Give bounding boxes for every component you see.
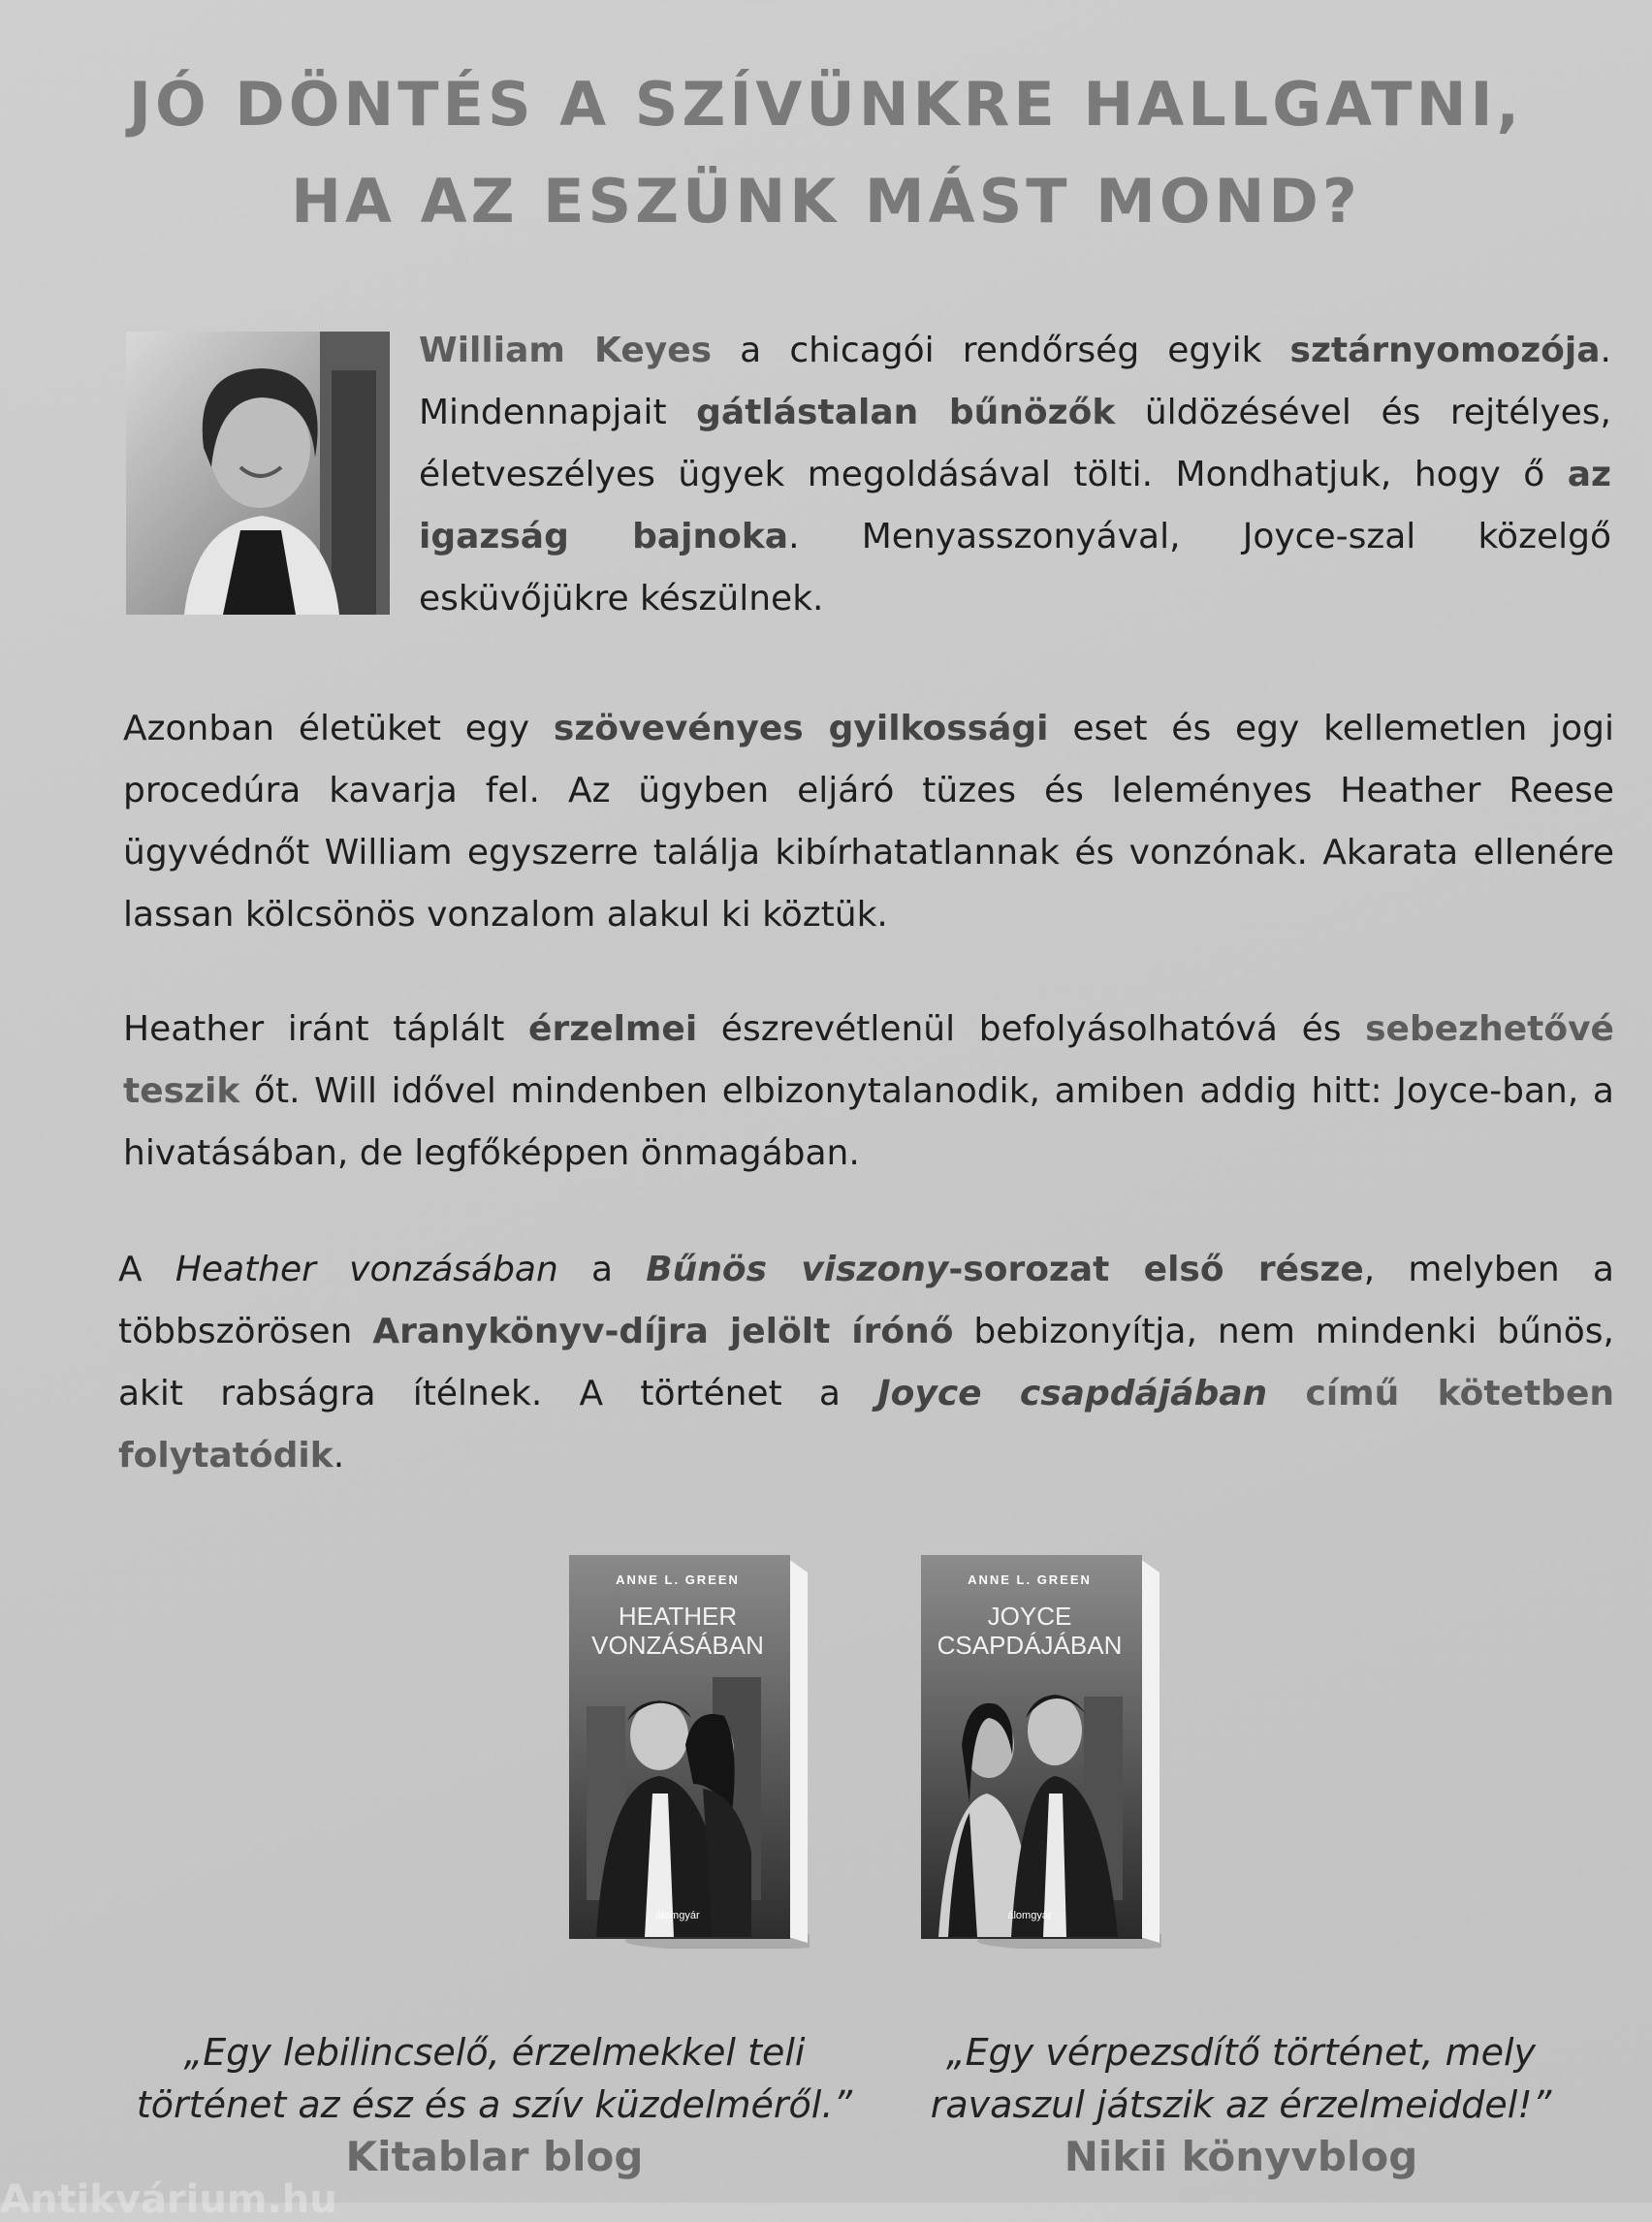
quote-line-1: „Egy lebilincselő, érzelmekkel teli <box>183 2031 806 2074</box>
text-span: bebizonyítja, nem mindenki bűnös, akit rabságra ítélnek. A történet a <box>118 1312 1614 1413</box>
headline <box>0 56 1652 250</box>
book-title-line-2: VONZÁSÁBAN <box>591 1631 764 1660</box>
paragraph-series <box>118 1239 1614 1487</box>
book-author: ANNE L. GREEN <box>968 1572 1092 1587</box>
text-span: a <box>557 1250 647 1289</box>
paragraph-plot <box>123 698 1614 946</box>
text-span: . Mindennapjait <box>419 331 1611 432</box>
emphasis: sebezhetővé teszik <box>123 1009 1614 1111</box>
book-author: ANNE L. GREEN <box>616 1572 740 1587</box>
quote-line-2: történet az ész és a szív küzdelméről.” <box>136 2083 853 2126</box>
book-title-line-1: JOYCE <box>987 1602 1072 1631</box>
headline-line-1: JÓ DÖNTÉS A SZÍVÜNKRE HALLGATNI, <box>128 69 1524 140</box>
watermark: Antikvárium.hu <box>0 2177 337 2222</box>
paragraph-intro <box>419 320 1611 630</box>
author-portrait-image <box>126 332 390 615</box>
text-span: észrevétlenül befolyásolhatóvá és <box>697 1009 1366 1049</box>
emphasis: érzelmei <box>528 1009 698 1049</box>
review-quote-1 <box>97 2026 892 2131</box>
review-quote-2 <box>892 2026 1590 2131</box>
book-title-line-1: HEATHER <box>618 1602 738 1631</box>
quote-source-2: Nikii könyvblog <box>1064 2133 1418 2180</box>
text-span: A <box>118 1250 175 1289</box>
text-span: Heather iránt táplált <box>123 1009 529 1049</box>
sequel-title: Joyce csapdájában <box>877 1374 1268 1413</box>
emphasis: című kötetben folytatódik <box>118 1374 1614 1476</box>
paragraph-emotions <box>123 999 1614 1185</box>
publisher-logo: álomgyár <box>1007 1910 1052 1921</box>
text-span: Azonban életüket egy <box>123 709 554 748</box>
name-william-keyes: William Keyes <box>419 331 713 370</box>
emphasis: gátlástalan bűnözők <box>696 393 1116 432</box>
quote-source-1: Kitablar blog <box>345 2133 644 2180</box>
quote-line-2: ravaszul játszik az érzelmeiddel!” <box>930 2083 1552 2126</box>
author-photo <box>126 332 390 615</box>
quote-line-1: „Egy vérpezsdítő történet, mely <box>945 2031 1537 2074</box>
book-title-line-2: CSAPDÁJÁBAN <box>937 1631 1123 1660</box>
emphasis: szövevényes gyilkossági <box>553 709 1049 748</box>
emphasis: az igazság bajnoka <box>419 455 1611 556</box>
book-cover-heather <box>567 1551 810 1949</box>
emphasis: -sorozat első része <box>948 1250 1364 1289</box>
book-cover-joyce <box>919 1551 1161 1949</box>
series-title: Bűnös viszony <box>646 1250 949 1289</box>
text-span: üldözésével és rejtélyes, életveszélyes ügyek megoldásával tölti. Mondhatjuk, hogy ő <box>419 393 1612 494</box>
text-span: . Menyasszonyával, Joyce-szal közelgő esküvőjükre készülnek. <box>419 517 1611 619</box>
headline-line-2: HA AZ ESZÜNK MÁST MOND? <box>291 166 1361 237</box>
text-span: . <box>333 1436 345 1476</box>
text-span: a chicagói rendőrség egyik <box>712 331 1290 370</box>
publisher-logo: álomgyár <box>655 1910 700 1921</box>
emphasis: Aranykönyv-díjra jelölt írónő <box>372 1312 954 1351</box>
book-title-italic: Heather vonzásában <box>175 1250 558 1289</box>
text-span: őt. Will idővel mindenben elbizonytalanodik, amiben addig hitt: Joyce-ban, a hivatásában, de legfőképpen önmagában. <box>123 1071 1614 1173</box>
text-span: eset és egy kellemetlen jogi procedúra kavarja fel. Az ügyben eljáró tüzes és leleményes Heather Reese ügyvédnőt William egyszerre találja kibírhatatlannak és vonzónak. Akarata ellenére lassan kölcsönös vonzalom alakul ki köztük. <box>123 709 1615 935</box>
emphasis: sztárnyomozója <box>1289 331 1601 370</box>
text-span: , melyben a többszörösen <box>118 1250 1614 1351</box>
